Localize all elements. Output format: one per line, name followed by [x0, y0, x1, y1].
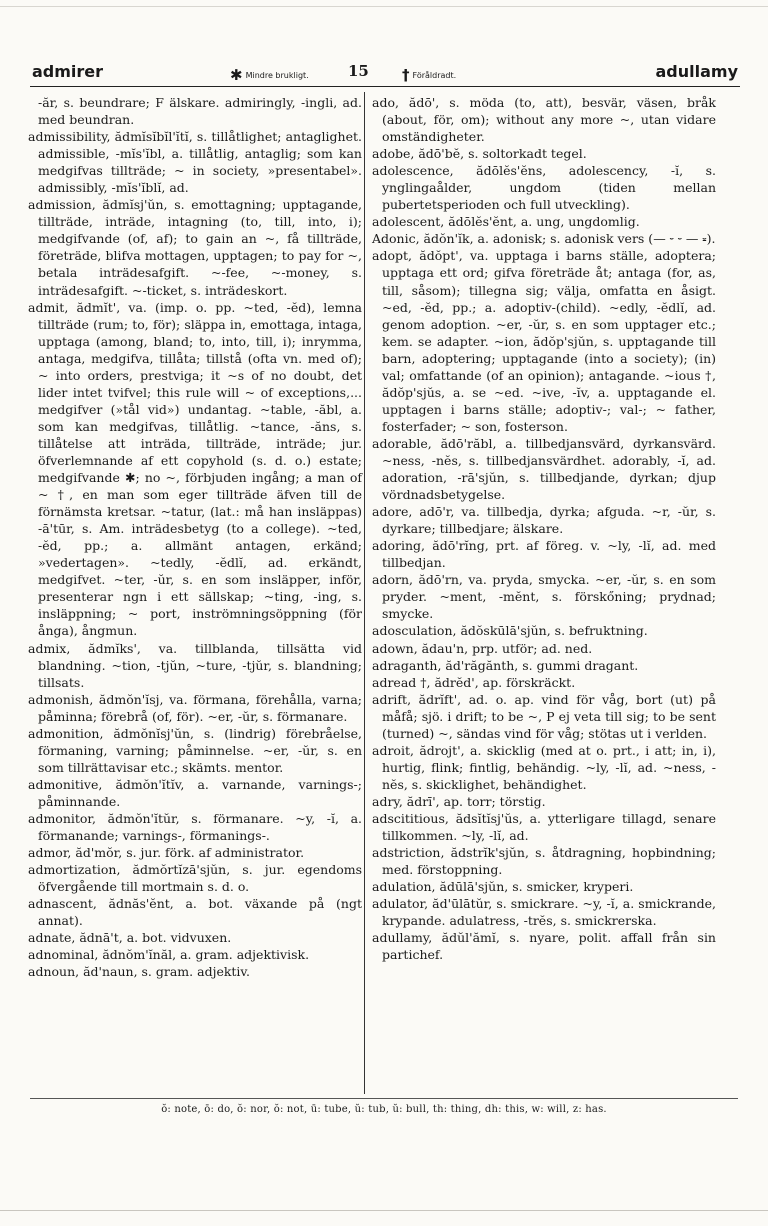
dictionary-entry: adore, adō'r, va. tillbedja, dyrka; afguda. ~r, -ŭr, s. dyrkare; tillbedjare; älskare.: [372, 504, 716, 537]
dictionary-entry: admonition, ădmŏnĭsj'ŭn, s. (lindrig) förebråelse, förmaning, varning; påminnelse. ~er, -ŭr, s. en som tillrättavisar etc.; skämts. mentor.: [28, 725, 362, 775]
dictionary-entry: adorn, ădō'rn, va. pryda, smycka. ~er, -ŭr, s. en som pryder. ~ment, -mĕnt, s. förskőning; prydnad; smycke.: [372, 572, 716, 622]
dictionary-entry: adolescence, ădōlĕs'ĕns, adolescency, -ĭ, s. ynglingaålder, ungdom (tiden mellan pubertetsperioden och full utveckling).: [372, 163, 716, 213]
page-bottom-edge: [0, 1210, 768, 1211]
dictionary-entry: adulator, ăd'ūlātŭr, s. smickrare. ~y, -ĭ, a. smickrande, krypande. adulatress, -trĕs, s. smickrerska.: [372, 896, 716, 929]
dictionary-entry: adoring, ădō'rĭng, prt. af föreg. v. ~ly, -lĭ, ad. med tillbedjan.: [372, 538, 716, 571]
dictionary-entry: admonitor, ădmŏn'ĭtŭr, s. förmanare. ~y, -ĭ, a. förmanande; varnings-, förmanings-.: [28, 810, 362, 844]
dictionary-entry: -ăr, s. beundrare; F älskare. admiringly, -ingli, ad. med beundran.: [38, 95, 362, 128]
left-column: [28, 94, 362, 980]
dictionary-entry: admission, ădmĭsj'ŭn, s. emottagning; upptagande, tillträde, inträde, intagning (to, till, into, i); medgifvande (of, af); to gain an ~, få tillträde, företräde, blifva mottagen, upptagen; to pay for ~, betala inträdesafgift. ~-fee, ~-money, s. inträdesafgift. ~-ticket, s. inträdeskort.: [28, 197, 362, 298]
dictionary-entry: adroit, ădrojt', a. skicklig (med at o. prt., i att; in, i), hurtig, flink; fintlig, behändig. ~ly, -lĭ, ad. ~ness, -nĕs, s. skicklighet, behändighet.: [372, 742, 716, 792]
dictionary-entry: adread †, ădrĕd', ap. förskräckt.: [372, 674, 576, 690]
header-obsolete-note: Föråldradt.: [412, 71, 457, 80]
dictionary-entry: adopt, ădŏpt', va. upptaga i barns ställe, adoptera; upptaga ett ord; gifva företräde åt; antaga (for, as, till, såsom); tillegna sig; välja, omfatta en åsigt. ~ed, -ĕd, pp.; a. adoptiv-(child). ~edly, -ĕdlĭ, ad. genom adoption. ~er, -ŭr, s. en som upptager etc.; kem. se adapter. ~ion, ădŏp'sjŭn, s. upptagande till barn, adoptering; upptagande (into a society); (in) val; omfattande (of an opinion); antagande. ~ious †, ădŏp'sjŭs, a. se ~ed. ~ive, -ĭv, a. upptagande el. upptagen i barns ställe; adoptiv-; val-; ~ father, fosterfader; ~ son, fosterson.: [372, 248, 716, 434]
dictionary-entry: adscititious, ădsĭtĭsj'ŭs, a. ytterligare tillagd, senare tillkommen. ~ly, -lĭ, ad.: [372, 810, 716, 844]
dictionary-entry: admissibility, ădmĭsĭbĭl'ĭtĭ, s. tillåtlighet; antaglighet. admissible, -mĭs'ĭbl, a. tillåtlig, antaglig; som kan medgifvas tillträde; ~ in society, »presentabel». admissibly, -mĭs'ĭblĭ, ad.: [28, 129, 362, 196]
dictionary-entry: adnominal, ădnŏm'ĭnăl, a. gram. adjektivisk.: [28, 947, 310, 963]
dictionary-entry: adullamy, ădŭl'ămĭ, s. nyare, polit. affall från sin partichef.: [372, 930, 716, 963]
dictionary-entry: admonitive, ădmŏn'ĭtĭv, a. varnande, varnings-; påminnande.: [28, 776, 362, 809]
header-obsolete-legend: [402, 66, 456, 84]
dictionary-entry: adstriction, ădstrĭk'sjŭn, s. åtdragning, hopbindning; med. förstoppning.: [372, 845, 716, 878]
dictionary-entry: admit, ădmĭt', va. (imp. o. pp. ~ted, -ĕd), lemna tillträde (rum; to, för); släppa in, emottaga, intaga, upptaga (among, bland; to, into, till, i); inrymma, antaga, medgifva, tillåta; tillstå (ofta vn. med of); ~ into orders, prestviga; it ~s of no doubt, det lider intet tvifvel; this rule will ~ of exceptions,... medgifver (»tål vid») undantag. ~table, -ăbl, a. som kan medgifvas, tillåtlig. ~tance, -ăns, s. tillåtelse att inträda, tillträde, inträde; jur. öfverlemnande af ett copyhold (s. d. o.) estate; medgifvande ✱; no ~, förbjuden ingång; a man of ~ †, en man som eger tillträde äfven till de förnämsta kretsar. ~tatur, (lat.: må han insläppas) -ā'tūr, s. Am. inträdesbetyg (to a college). ~ted, -ĕd, pp.; a. allmänt antagen, erkänd; »vedertagen». ~tedly, -ĕdlĭ, ad. erkändt, medgifvet. ~ter, -ŭr, s. en som insläpper, inför, presenterar ngn i ett sällskap; ~ting, -ing, s. insläppning; ~ port, inströmningsöppning (för ånga), ångmun.: [28, 299, 362, 639]
page-number: 15: [348, 62, 369, 80]
dictionary-entry: admortization, ădmŏrtĭzā'sjŭn, s. jur. egendoms öfvergående till mortmain s. d. o.: [28, 862, 362, 895]
right-column: [372, 94, 716, 963]
dictionary-entry: admor, ăd'mŏr, s. jur. förk. af administrator.: [28, 845, 305, 861]
page-header: [30, 62, 740, 87]
dictionary-entry: adown, ădau'n, prp. utför; ad. ned.: [372, 640, 593, 656]
dictionary-entry: adosculation, ădŏskūlā'sjŭn, s. befruktning.: [372, 623, 648, 639]
header-left-guideword: admirer: [32, 62, 104, 81]
dictionary-entry: admonish, ădmŏn'ĭsj, va. förmana, förehålla, varna; påminna; förebrå (of, för). ~er, -ŭr, s. förmanare.: [28, 691, 362, 724]
dictionary-entry: adobe, ădō'bĕ, s. soltorkadt tegel.: [372, 146, 587, 162]
header-rare-note: Mindre brukligt.: [245, 71, 309, 80]
dictionary-entry: adnate, ădnā't, a. bot. vidvuxen.: [28, 930, 232, 946]
dictionary-entry: admix, ădmĭks', va. tillblanda, tillsätta vid blandning. ~tion, -tjŭn, ~ture, -tjŭr, s. blandning; tillsats.: [28, 640, 362, 690]
dictionary-entry: adrift, ădrĭft', ad. o. ap. vind för våg, bort (ut) på måfå; sjö. i drift; to be ~, P ej veta till sig; to be sent (turned) ~, sändas vind för våg; stötas ut i verlden.: [372, 691, 716, 741]
dictionary-entry: adolescent, ădōlĕs'ĕnt, a. ung, ungdomlig.: [372, 214, 640, 230]
header-right-guideword: adullamy: [655, 62, 738, 81]
dictionary-entry: ado, ădō', s. möda (to, att), besvär, väsen, bråk (about, för, om); without any more ~, utan vidare omständigheter.: [372, 95, 716, 145]
star-icon: ✱: [230, 66, 243, 84]
dictionary-entry: adulation, ădūlā'sjŭn, s. smicker, kryperi.: [372, 879, 634, 895]
header-rare-legend: [230, 66, 309, 84]
dictionary-entry: Adonic, ădŏn'ĭk, a. adonisk; s. adonisk vers (— ⏑ ⏑ — ⏓).: [372, 231, 716, 247]
dictionary-entry: adry, ădrī', ap. torr; törstig.: [372, 793, 546, 809]
column-divider: [364, 92, 365, 1094]
page-top-edge: [0, 6, 768, 7]
dictionary-entry: adnascent, ădnăs'ĕnt, a. bot. växande på (ngt annat).: [28, 896, 362, 929]
pronunciation-key-footer: ŏ: note, ō: do, ŏ: nor, ŏ: not, ū: tube, ŭ: tub, ŭ: bull, th: thing, dh: this, w: will, z: has.: [30, 1098, 738, 1115]
dictionary-entry: adnoun, ăd'naun, s. gram. adjektiv.: [28, 964, 250, 980]
dictionary-entry: adorable, ădō'răbl, a. tillbedjansvärd, dyrkansvärd. ~ness, -nĕs, s. tillbedjansvärdhet. adorably, -ĭ, ad. adoration, -rā'sjŭn, s. tillbedjande, dyrkan; djup vördnadsbetygelse.: [372, 435, 716, 503]
dictionary-entry: adraganth, ăd'răgănth, s. gummi dragant.: [372, 657, 639, 673]
dagger-icon: †: [402, 66, 410, 84]
